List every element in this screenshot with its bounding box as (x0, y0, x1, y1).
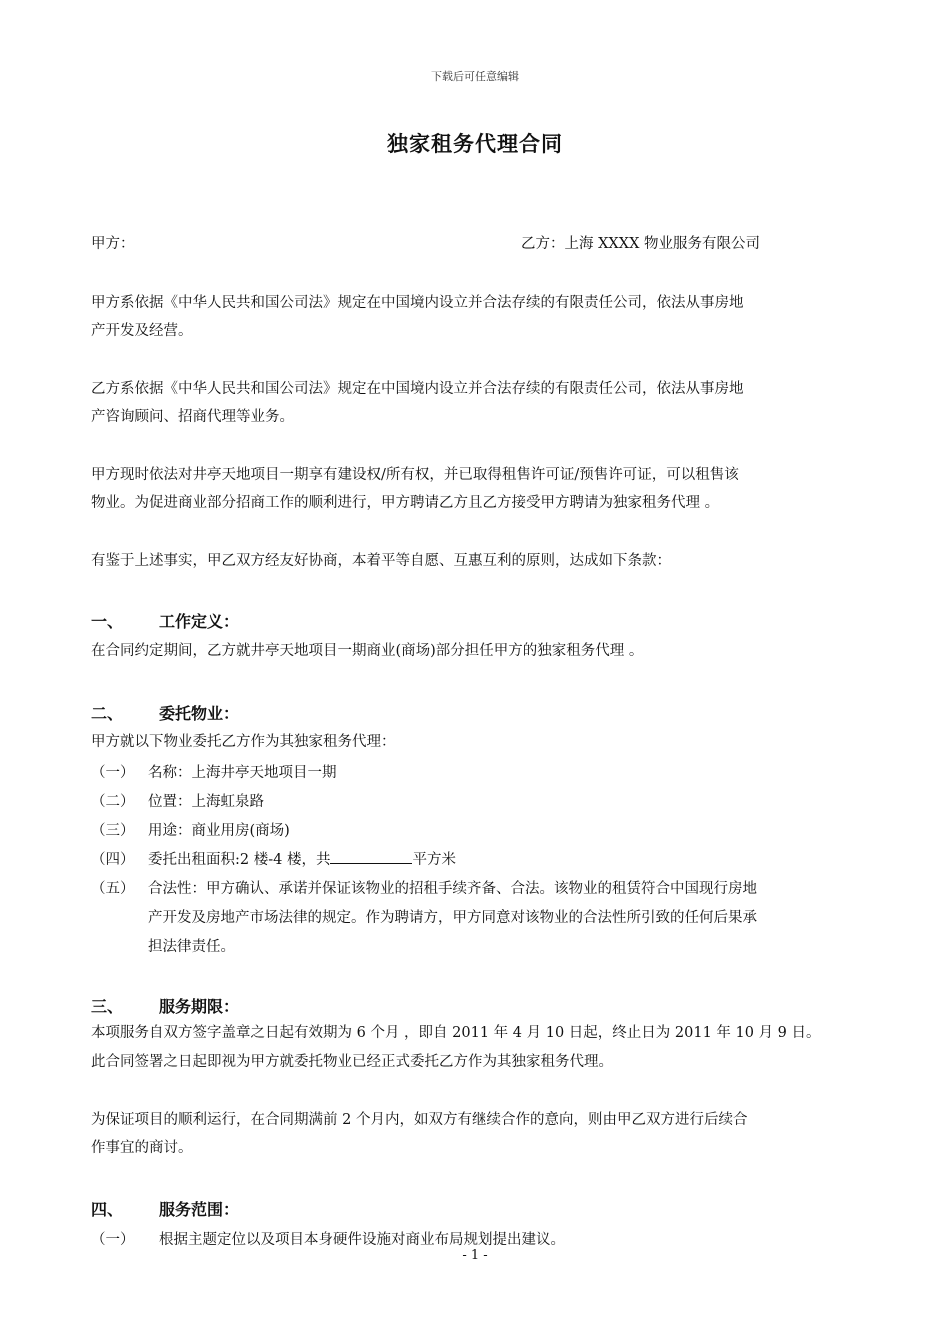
list-item-index: （一） (91, 765, 135, 781)
intro-p3-line2: 物业。为促进商业部分招商工作的顺利进行，甲方聘请乙方且乙方接受甲方聘请为独家租务代理 。 (91, 495, 720, 511)
list-item-text: 合法性：甲方确认、承诺并保证该物业的招租手续齐备、合法。该物业的租赁符合中国现行房地 (148, 881, 757, 897)
section1-heading (91, 609, 239, 632)
list-item-text: 委托出租面积:2 楼-4 楼，共 (148, 852, 331, 868)
section1-title: 工作定义： (159, 612, 240, 631)
intro-p1-line1: 甲方系依据《中华人民共和国公司法》规定在中国境内设立并合法存续的有限责任公司，依法从事房地 (91, 295, 744, 311)
section4-number: 四、 (91, 1200, 124, 1219)
list-item-text: 位置：上海虹泉路 (148, 794, 264, 810)
section2-title: 委托物业： (159, 704, 240, 723)
intro-p3-line1: 甲方现时依法对井亭天地项目一期享有建设权/所有权，并已取得租售许可证/预售许可证，可以租售该 (91, 467, 739, 483)
list-item-continuation: 担法律责任。 (148, 939, 235, 955)
list-item-text: 根据主题定位以及项目本身硬件设施对商业布局规划提出建议。 (159, 1232, 565, 1248)
section3-body-line2: 此合同签署之日起即视为甲方就委托物业已经正式委托乙方作为其独家租务代理。 (91, 1054, 613, 1070)
party-b: 乙方：上海 XXXX 物业服务有限公司 (521, 236, 761, 252)
list-item (91, 848, 456, 869)
intro-p2-line1: 乙方系依据《中华人民共和国公司法》规定在中国境内设立并合法存续的有限责任公司，依法从事房地 (91, 381, 744, 397)
list-item-text-unit: 平方米 (412, 852, 456, 868)
section3-heading (91, 994, 239, 1017)
section3-number: 三、 (91, 997, 124, 1016)
list-item-continuation: 产开发及房地产市场法律的规定。作为聘请方，甲方同意对该物业的合法性所引致的任何后果承 (148, 910, 757, 926)
list-item-index: （一） (91, 1232, 135, 1248)
page-number: - 1 - (462, 1248, 488, 1263)
section2-heading (91, 701, 239, 724)
section3-title: 服务期限： (159, 997, 240, 1016)
list-item-index: （五） (91, 881, 135, 897)
section3-body2-line2: 作事宜的商讨。 (91, 1140, 193, 1156)
list-item-index: （二） (91, 794, 135, 810)
section4-heading (91, 1197, 239, 1220)
list-item-index: （三） (91, 823, 135, 839)
intro-p4: 有鉴于上述事实，甲乙双方经友好协商，本着平等自愿、互惠互利的原则，达成如下条款： (91, 553, 671, 569)
list-item (91, 761, 337, 782)
section3-body2-line1: 为保证项目的顺利运行，在合同期满前 2 个月内，如双方有继续合作的意向，则由甲乙双方进行后续合 (91, 1112, 748, 1128)
list-item-index: （四） (91, 852, 135, 868)
list-item-text: 用途：商业用房(商场) (148, 823, 290, 839)
list-item (91, 877, 757, 898)
section2-number: 二、 (91, 704, 124, 723)
list-item (91, 1228, 565, 1249)
section3-body-line1: 本项服务自双方签字盖章之日起有效期为 6 个月 ，即自 2011 年 4 月 10 日起，终止日为 2011 年 10 月 9 日。 (91, 1025, 821, 1041)
intro-p1-line2: 产开发及经营。 (91, 323, 193, 339)
list-item-text: 名称：上海井亭天地项目一期 (148, 765, 337, 781)
party-a: 甲方： (91, 236, 135, 252)
section1-body: 在合同约定期间，乙方就井亭天地项目一期商业(商场)部分担任甲方的独家租务代理 。 (91, 643, 644, 659)
section1-number: 一、 (91, 612, 124, 631)
section2-lead: 甲方就以下物业委托乙方作为其独家租务代理： (91, 734, 396, 750)
intro-p2-line2: 产咨询顾问、招商代理等业务。 (91, 409, 294, 425)
list-item (91, 819, 290, 840)
header-note: 下载后可任意编辑 (431, 70, 519, 83)
list-item (91, 790, 264, 811)
document-title: 独家租务代理合同 (387, 132, 563, 156)
area-blank-field[interactable] (330, 849, 412, 864)
section4-title: 服务范围： (159, 1200, 240, 1219)
